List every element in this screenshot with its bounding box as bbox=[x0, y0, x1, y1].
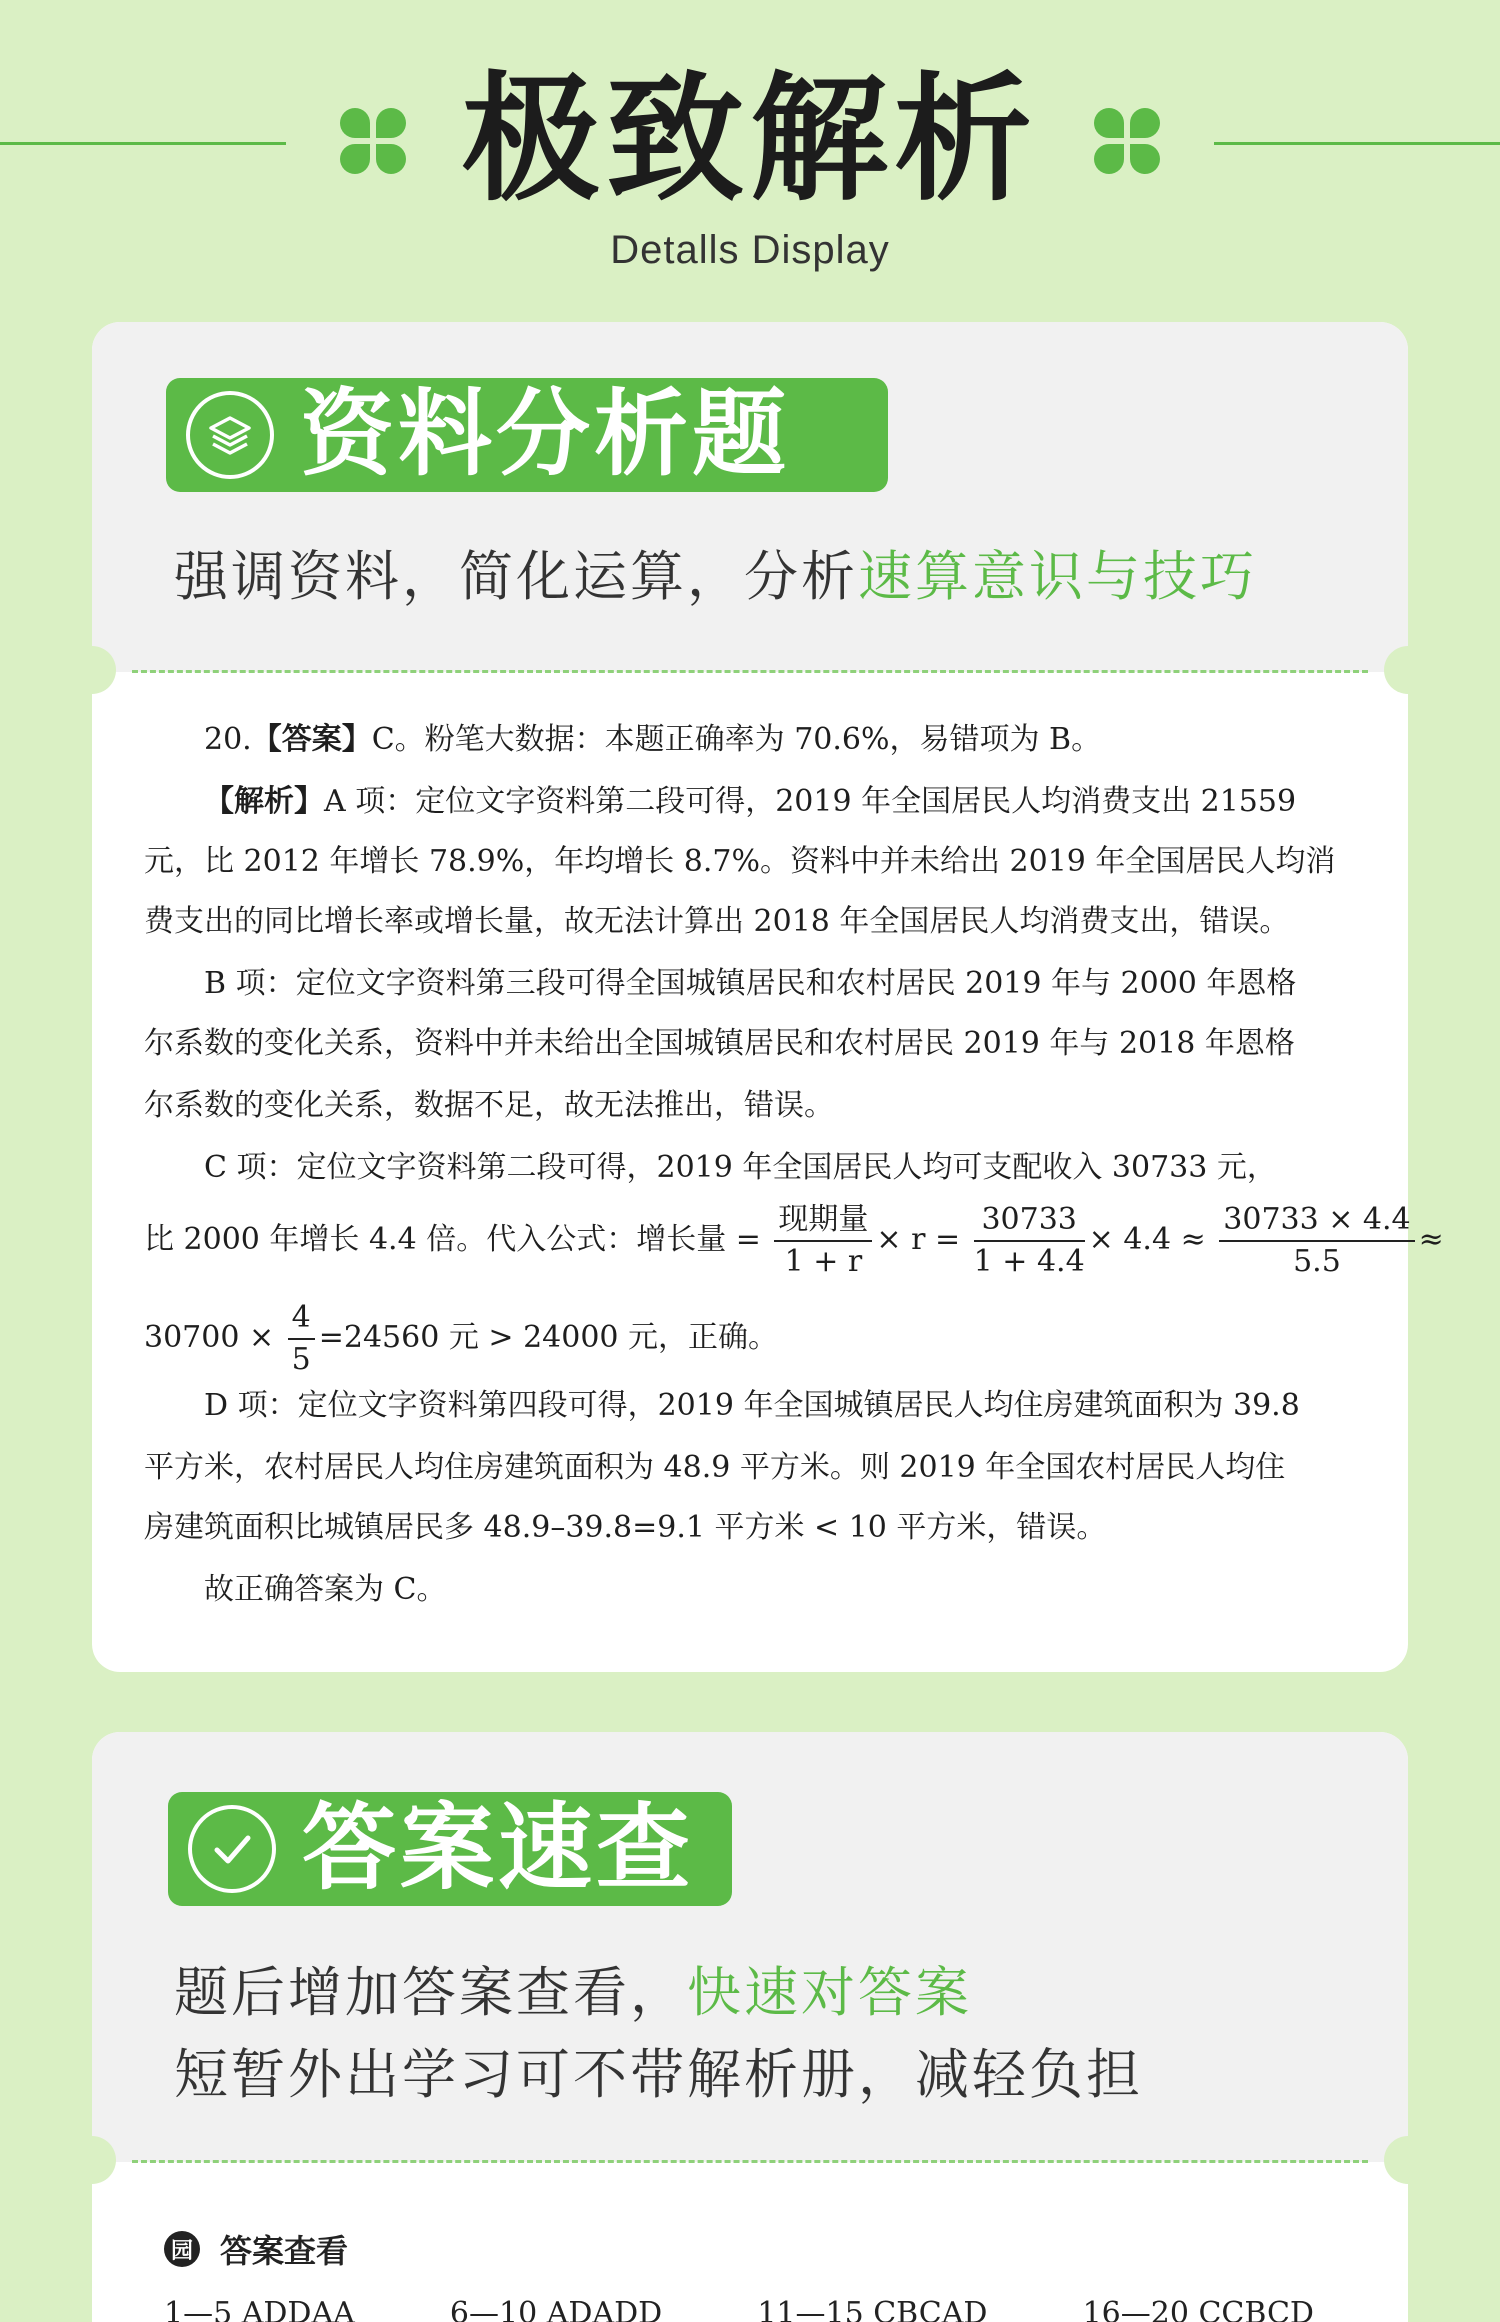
doc-formula-line: 30700 × $\frac{4}{5}$ =24560 元 > 24000 元，正确。 bbox=[144, 1298, 778, 1380]
tagline-text: 强调资料，简化运算，分析 bbox=[174, 545, 858, 608]
answer-group: 11—15 CBCAD bbox=[757, 2296, 988, 2322]
doc-line: 费支出的同比增长率或增长量，故无法计算出 2018 年全国居民人均消费支出，错误。 bbox=[144, 904, 1290, 939]
section-tagline-2: 短暂外出学习可不带解析册，减轻负担 bbox=[174, 2043, 1143, 2106]
doc-line: 平方米，农村居民人均住房建筑面积为 48.9 平方米。则 2019 年全国农村居民人均住 bbox=[144, 1450, 1286, 1485]
card-notch bbox=[68, 2136, 116, 2184]
section-badge-label: 资料分析题 bbox=[300, 380, 791, 489]
doc-line: C 项：定位文字资料第二段可得，2019 年全国居民人均可支配收入 30733 元， bbox=[204, 1150, 1277, 1185]
tagline-highlight: 快速对答案 bbox=[687, 1961, 972, 2024]
solution-document bbox=[144, 720, 1444, 1620]
layers-icon bbox=[186, 391, 274, 479]
answers-row bbox=[164, 2296, 1314, 2322]
dashed-divider bbox=[132, 2160, 1368, 2163]
card-notch bbox=[68, 646, 116, 694]
fraction: $\frac{30733}{1 + 4.4}$ bbox=[973, 1202, 1085, 1279]
doc-line: 房建筑面积比城镇居民多 48.9–39.8=9.1 平方米 < 10 平方米，错误。 bbox=[144, 1510, 1107, 1545]
answer-group: 1—5 ADDAA bbox=[164, 2296, 355, 2322]
section-badge bbox=[168, 1792, 732, 1906]
fraction: $\frac{\text{现期量}}{1 + r}$ bbox=[774, 1200, 872, 1282]
answer-check-icon: 园 bbox=[164, 2231, 200, 2267]
tagline-highlight: 速算意识与技巧 bbox=[858, 545, 1257, 608]
page-subtitle: Detalls Display bbox=[610, 228, 890, 272]
doc-line: 尔系数的变化关系，资料中并未给出全国城镇居民和农村居民 2019 年与 2018 年恩格 bbox=[144, 1026, 1295, 1061]
answers-heading-label: 答案查看 bbox=[220, 2232, 349, 2270]
card-notch bbox=[1384, 2136, 1432, 2184]
fraction: $\frac{30733 \times 4.4}{5.5}$ bbox=[1219, 1200, 1414, 1282]
section-badge-label: 答案速查 bbox=[302, 1794, 695, 1903]
header-left-line bbox=[0, 142, 286, 145]
check-circle-icon bbox=[188, 1805, 276, 1893]
tagline-text: 题后增加答案查看， bbox=[174, 1961, 687, 2024]
card-notch bbox=[1384, 646, 1432, 694]
doc-line: 故正确答案为 C。 bbox=[204, 1572, 447, 1607]
doc-line: 【解析】A 项：定位文字资料第二段可得，2019 年全国居民人均消费支出 21559 bbox=[204, 784, 1297, 819]
answer-group: 6—10 ADADD bbox=[449, 2296, 663, 2322]
section-tagline bbox=[174, 534, 1257, 611]
doc-line: 尔系数的变化关系，数据不足，故无法推出，错误。 bbox=[144, 1088, 834, 1123]
doc-line: D 项：定位文字资料第四段可得，2019 年全国城镇居民人均住房建筑面积为 39.8 bbox=[204, 1388, 1300, 1423]
analysis-card-header bbox=[92, 322, 1408, 672]
page-title: 极致解析 bbox=[461, 59, 1038, 220]
doc-line: B 项：定位文字资料第三段可得全国城镇居民和农村居民 2019 年与 2000 年恩格 bbox=[204, 966, 1297, 1001]
fraction: $\frac{4}{5}$ bbox=[288, 1298, 315, 1380]
doc-formula-line: 比 2000 年增长 4.4 倍。代入公式：增长量 = $\frac{\text{现期量}}{1 + r}$ × r = $\frac{30733}{1 + 4.4}$ × 4.4 ≈ $\frac{30733 \times 4.4}{5.5}$ ≈ bbox=[144, 1200, 1444, 1282]
clover-icon bbox=[1094, 108, 1160, 174]
dashed-divider bbox=[132, 670, 1368, 673]
answer-group: 16—20 CCBCD bbox=[1082, 2296, 1314, 2322]
doc-line: 元，比 2012 年增长 78.9%，年均增长 8.7%。资料中并未给出 2019 年全国居民人均消 bbox=[144, 844, 1336, 879]
doc-line: 20.【答案】C。粉笔大数据：本题正确率为 70.6%，易错项为 B。 bbox=[204, 722, 1102, 757]
answers-heading bbox=[164, 2226, 348, 2272]
header-right-line bbox=[1214, 142, 1500, 145]
section-tagline bbox=[174, 1950, 972, 2027]
section-badge bbox=[166, 378, 888, 492]
clover-icon bbox=[340, 108, 406, 174]
